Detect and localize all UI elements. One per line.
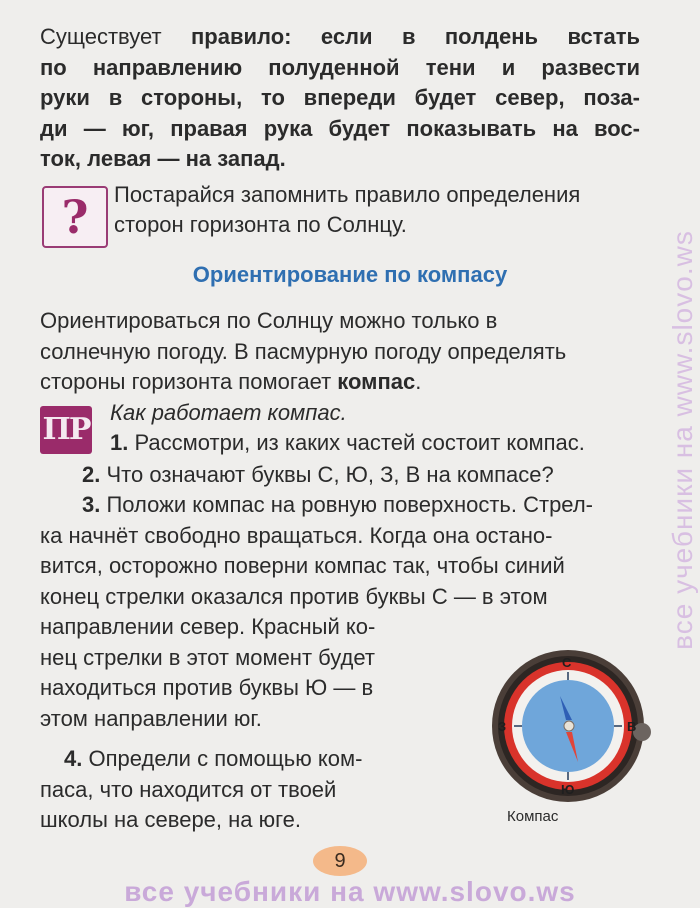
question-mark-icon: ?	[42, 186, 108, 248]
section-title: Ориентирование по компасу	[192, 262, 508, 287]
page-number: 9	[313, 846, 367, 876]
compass-letter-e: В	[627, 719, 637, 734]
compass-letter-s: Ю	[561, 782, 575, 797]
task-1: 1. Рассмотри, из каких частей состоит компас.	[110, 430, 585, 455]
rule-line: по направлению полуденной тени и развести	[40, 54, 640, 80]
rule-line: Существует правило: если в полдень встать	[40, 24, 640, 49]
compass-icon	[478, 636, 658, 816]
compass-illustration	[478, 636, 658, 816]
remember-note: Постарайся запомнить правило определения сторон горизонта по Солнцу.	[114, 182, 581, 237]
compass-caption: Компас	[507, 808, 559, 825]
rule-line: ди — юг, правая рука будет показывать на вос-	[40, 115, 640, 141]
task-3: 3. Положи компас на ровную поверхность. Стрел- ка начнёт свободно вращаться. Когда она остано- вится, осторожно поверни компас так, чтобы синий конец стрелки оказался против буквы С — в этом направлении север. Красный ко- нец стрелки в этот момент будет находиться против буквы Ю — в этом направлении юг.	[40, 492, 593, 731]
textbook-page: Существует правило: если в полдень встать по направлению полуденной тени и развести руки в стороны, то впереди будет север, поза- ди — юг, правая рука будет показывать на вос- ток, левая — на запад. ? Постарайся запомнить правило определения сторон горизонта по Солнцу. Ориентирование по компасу Ориентироваться по Солнцу можно только в солнечную погоду. В пасмурную погоду определять стороны горизонта помогает компас. ПР Как работает компас. 1. Рассмотри, из каких частей состоит компас. 2. Что означают буквы С, Ю, З, В на компасе? 3. Положи компас на ровную поверхность. Стрел- ка начнёт свободно вращаться. Когда она остано- вится, осторожно поверни компас так, чтобы синий конец стрелки оказался против буквы С — в этом направлении север. Красный ко- нец стрелки в этот момент будет находиться против буквы Ю — в этом направлении юг. 4. Определи с помощью ком- паса, что находится от твоей школы на севере, на юге. С Ю З В Компас 9 все учебники на www.slovo.ws все учебники на www.slovo.ws	[0, 0, 700, 908]
rule-line: ток, левая — на запад.	[40, 146, 286, 171]
rule-line: руки в стороны, то впереди будет север, поза-	[40, 85, 640, 110]
compass-letter-w: З	[498, 719, 507, 734]
intro-paragraph: Ориентироваться по Солнцу можно только в солнечную погоду. В пасмурную погоду определять стороны горизонта помогает компас.	[40, 308, 567, 394]
watermark-bottom: все учебники на www.slovo.ws	[124, 876, 576, 907]
practical-work-icon: ПР	[40, 406, 92, 454]
task-4: 4. Определи с помощью ком- паса, что находится от твоей школы на севере, на юге.	[40, 746, 363, 832]
practical-title: Как работает компас.	[110, 400, 347, 425]
rule-paragraph	[40, 22, 640, 175]
compass-letter-n: С	[562, 655, 572, 670]
task-2: 2. Что означают буквы С, Ю, З, В на компасе?	[82, 462, 554, 487]
